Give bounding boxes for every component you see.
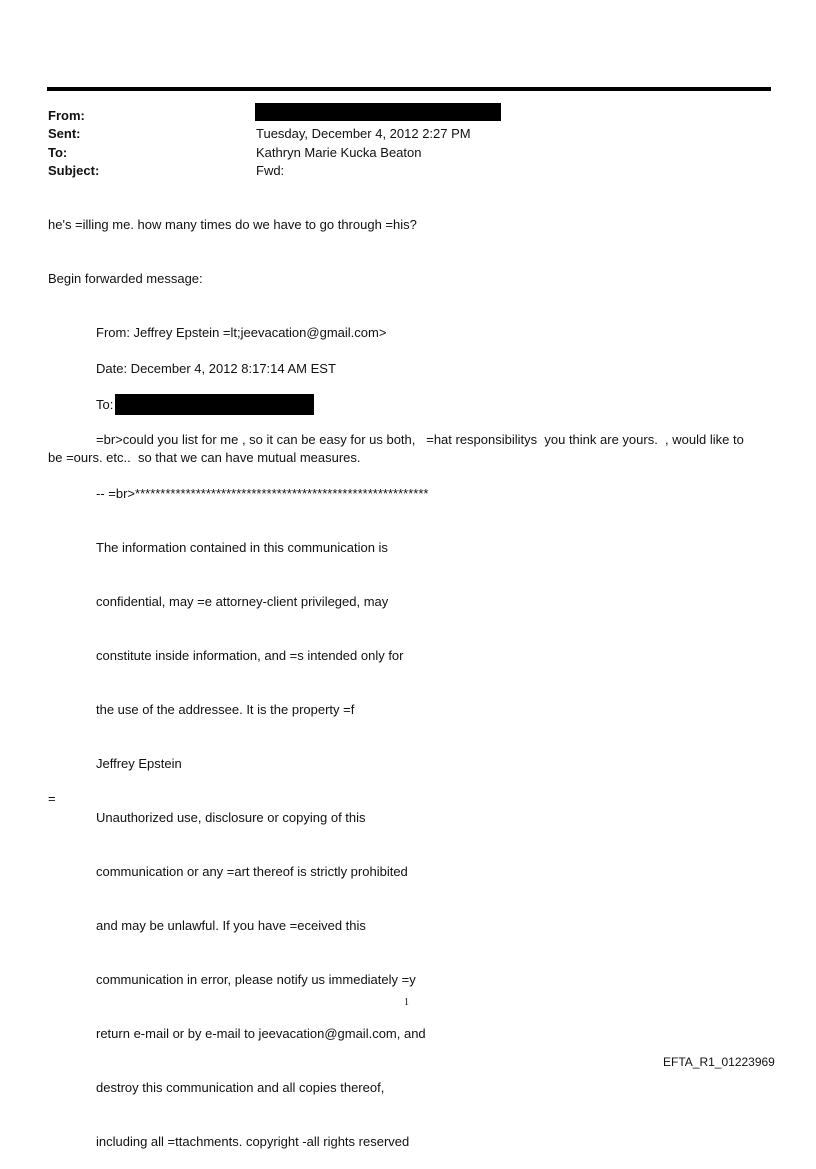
forwarded-from: From: Jeffrey Epstein =lt;jeevacation@gmail.com> xyxy=(96,325,387,340)
redacted-from xyxy=(255,103,501,121)
disclaimer-line: communication or any =art thereof is strictly prohibited xyxy=(96,864,408,879)
disclaimer-line: The information contained in this communication is xyxy=(96,540,388,555)
to-label: To: xyxy=(48,145,68,160)
sent-value: Tuesday, December 4, 2012 2:27 PM xyxy=(256,126,471,141)
header-rule xyxy=(47,87,771,91)
forwarded-to-label: To: xyxy=(96,397,114,412)
disclaimer-line: return e-mail or by e-mail to jeevacation@gmail.com, and xyxy=(96,1026,426,1041)
disclaimer-line: communication in error, please notify us immediately =y xyxy=(96,972,416,987)
page-number: 1 xyxy=(404,997,409,1008)
to-value: Kathryn Marie Kucka Beaton xyxy=(256,145,422,160)
intro-text: he's =illing me. how many times do we have to go through =his? xyxy=(48,217,417,232)
subject-label: Subject: xyxy=(48,163,100,178)
disclaimer-line: constitute inside information, and =s intended only for xyxy=(96,648,404,663)
from-label: From: xyxy=(48,108,85,123)
message-line-2: be =ours. etc.. so that we can have mutual measures. xyxy=(48,450,361,465)
disclaimer-line: including all =ttachments. copyright -all rights reserved xyxy=(96,1134,410,1149)
disclaimer-line: and may be unlawful. If you have =eceived this xyxy=(96,918,366,933)
redacted-to xyxy=(115,394,314,415)
disclaimer-line: the use of the addressee. It is the property =f xyxy=(96,702,355,717)
message-line-1: =br>could you list for me , so it can be easy for us both, =hat responsibilitys you think are yours. , would like to xyxy=(96,432,744,447)
disclaimer-line: Jeffrey Epstein xyxy=(96,756,182,771)
disclaimer-line: Unauthorized use, disclosure or copying of this xyxy=(96,810,366,825)
disclaimer-line: destroy this communication and all copies thereof, xyxy=(96,1080,385,1095)
subject-value: Fwd: xyxy=(256,163,285,178)
disclaimer-block xyxy=(96,503,426,1169)
sent-label: Sent: xyxy=(48,126,81,141)
forwarded-date: Date: December 4, 2012 8:17:14 AM EST xyxy=(96,361,336,376)
document-id: EFTA_R1_01223969 xyxy=(663,1055,775,1069)
signature-separator: -- =br>********************************************************** xyxy=(96,486,429,501)
forward-heading: Begin forwarded message: xyxy=(48,271,203,286)
trailing-equals: = xyxy=(48,791,56,806)
disclaimer-line: confidential, may =e attorney-client privileged, may xyxy=(96,594,389,609)
